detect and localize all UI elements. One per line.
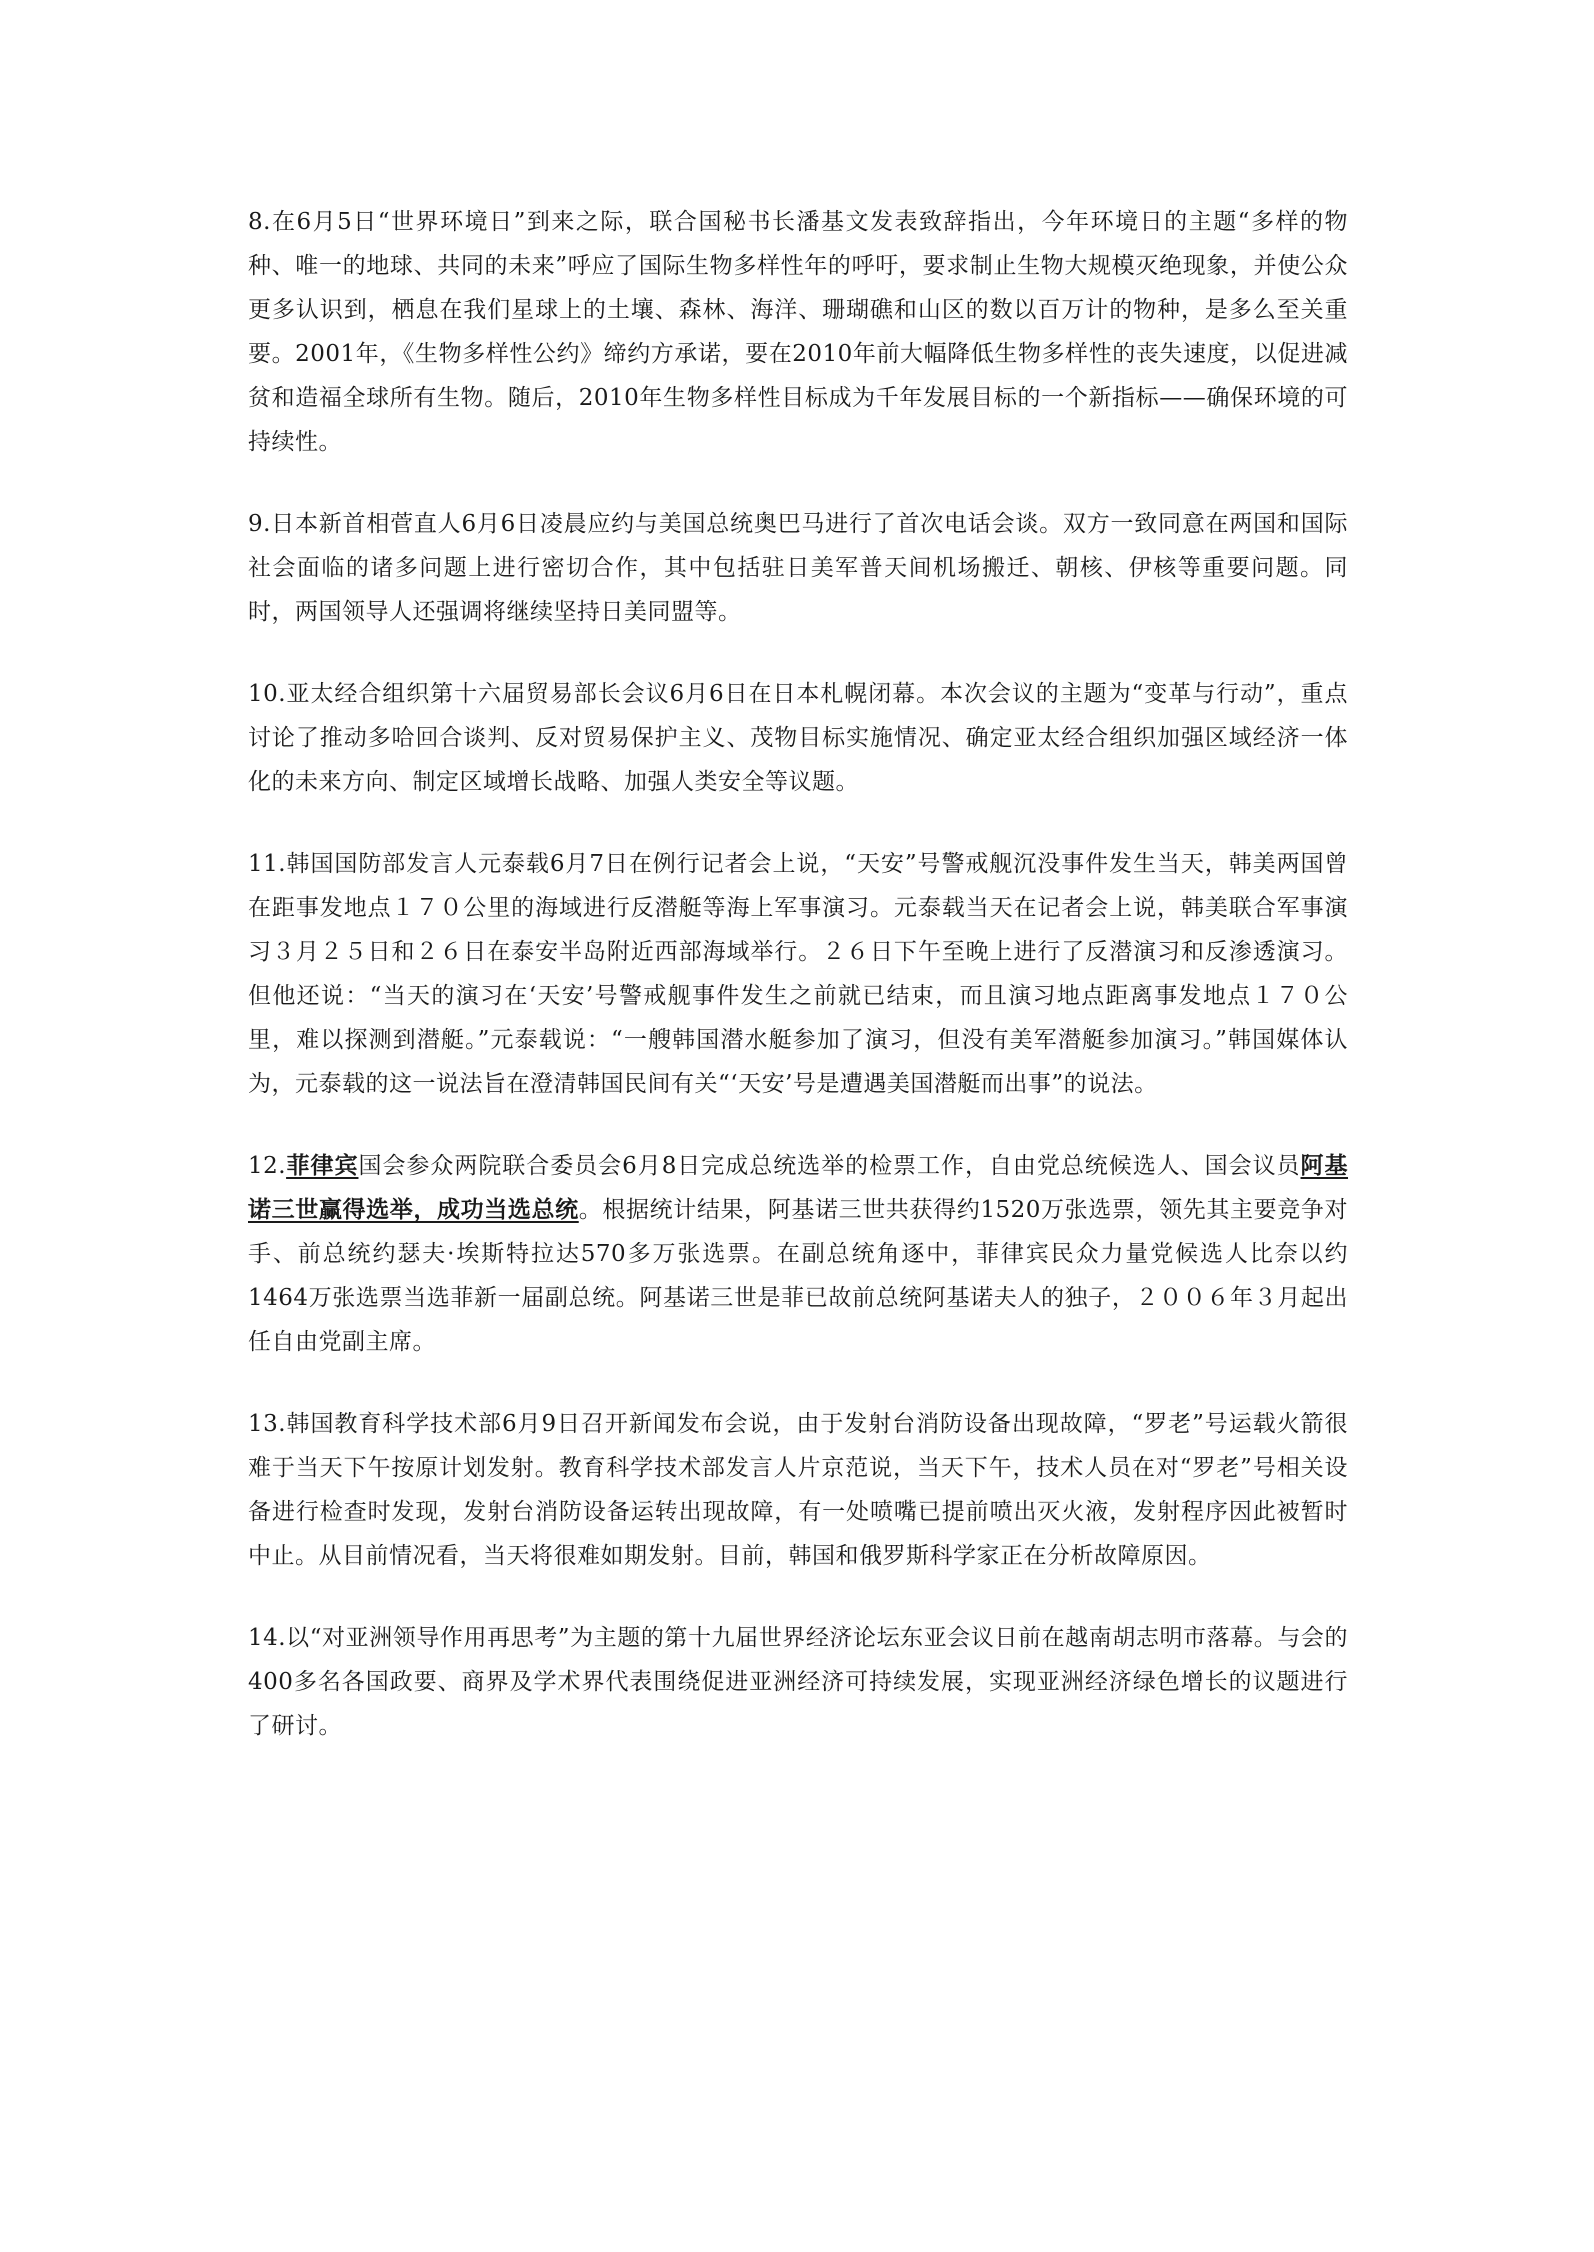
news-item-13 xyxy=(248,1402,1348,1578)
item-12-text-b: 。根据统计结果，阿基诺三世共获得约1520万张选票，领先其主要竞争对手、前总统约瑟夫·埃斯特拉达570多万张选票。在副总统角逐中，菲律宾民众力量党候选人比奈以约1464万张选票当选菲新一届副总统。阿基诺三世是菲已故前总统阿基诺夫人的独子，２００６年３月起出任自由党副主席。 xyxy=(248,1197,1349,1355)
item-13-text: 13.韩国教育科学技术部6月9日召开新闻发布会说，由于发射台消防设备出现故障，“罗老”号运载火箭很难于当天下午按原计划发射。教育科学技术部发言人片京范说，当天下午，技术人员在对“罗老”号相关设备进行检查时发现，发射台消防设备运转出现故障，有一处喷嘴已提前喷出灭火液，发射程序因此被暂时中止。从目前情况看，当天将很难如期发射。目前，韩国和俄罗斯科学家正在分析故障原因。 xyxy=(248,1411,1348,1569)
item-14-text: 14.以“对亚洲领导作用再思考”为主题的第十九届世界经济论坛东亚会议日前在越南胡志明市落幕。与会的400多名各国政要、商界及学术界代表围绕促进亚洲经济可持续发展，实现亚洲经济绿色增长的议题进行了研讨。 xyxy=(248,1625,1348,1739)
news-item-11 xyxy=(248,842,1348,1106)
news-item-8 xyxy=(248,200,1348,464)
item-8-text: 8.在6月5日“世界环境日”到来之际，联合国秘书长潘基文发表致辞指出，今年环境日的主题“多样的物种、唯一的地球、共同的未来”呼应了国际生物多样性年的呼吁，要求制止生物大规模灭绝现象，并使公众更多认识到，栖息在我们星球上的土壤、森林、海洋、珊瑚礁和山区的数以百万计的物种，是多么至关重要。2001年，《生物多样性公约》缔约方承诺，要在2010年前大幅降低生物多样性的丧失速度，以促进减贫和造福全球所有生物。随后，2010年生物多样性目标成为千年发展目标的一个新指标——确保环境的可持续性。 xyxy=(248,209,1348,455)
item-11-text: 11.韩国国防部发言人元泰载6月7日在例行记者会上说，“天安”号警戒舰沉没事件发生当天，韩美两国曾在距事发地点１７０公里的海域进行反潜艇等海上军事演习。元泰载当天在记者会上说，韩美联合军事演习３月２５日和２６日在泰安半岛附近西部海域举行。２６日下午至晚上进行了反潜演习和反渗透演习。但他还说：“当天的演习在‘天安’号警戒舰事件发生之前就已结束，而且演习地点距离事发地点１７０公里，难以探测到潜艇。”元泰载说：“一艘韩国潜水艇参加了演习，但没有美军潜艇参加演习。”韩国媒体认为，元泰载的这一说法旨在澄清韩国民间有关“‘天安’号是遭遇美国潜艇而出事”的说法。 xyxy=(248,851,1348,1097)
item-10-text: 10.亚太经合组织第十六届贸易部长会议6月6日在日本札幌闭幕。本次会议的主题为“变革与行动”，重点讨论了推动多哈回合谈判、反对贸易保护主义、茂物目标实施情况、确定亚太经合组织加强区域经济一体化的未来方向、制定区域增长战略、加强人类安全等议题。 xyxy=(248,681,1348,795)
item-9-text: 9.日本新首相菅直人6月6日凌晨应约与美国总统奥巴马进行了首次电话会谈。双方一致同意在两国和国际社会面临的诸多问题上进行密切合作，其中包括驻日美军普天间机场搬迁、朝核、伊核等重要问题。同时，两国领导人还强调将继续坚持日美同盟等。 xyxy=(248,511,1348,625)
item-12-number: 12. xyxy=(248,1153,287,1179)
news-item-12 xyxy=(248,1144,1348,1364)
document-page xyxy=(248,200,1348,1786)
aquino-election-link[interactable]: 阿基诺三世赢得选举，成功当选总统 xyxy=(248,1152,1349,1223)
news-item-10 xyxy=(248,672,1348,804)
news-item-14 xyxy=(248,1616,1348,1748)
item-12-text-a: 国会参众两院联合委员会6月8日完成总统选举的检票工作，自由党总统候选人、国会议员 xyxy=(358,1153,1301,1179)
news-item-9 xyxy=(248,502,1348,634)
philippines-link[interactable]: 菲律宾 xyxy=(286,1152,359,1179)
